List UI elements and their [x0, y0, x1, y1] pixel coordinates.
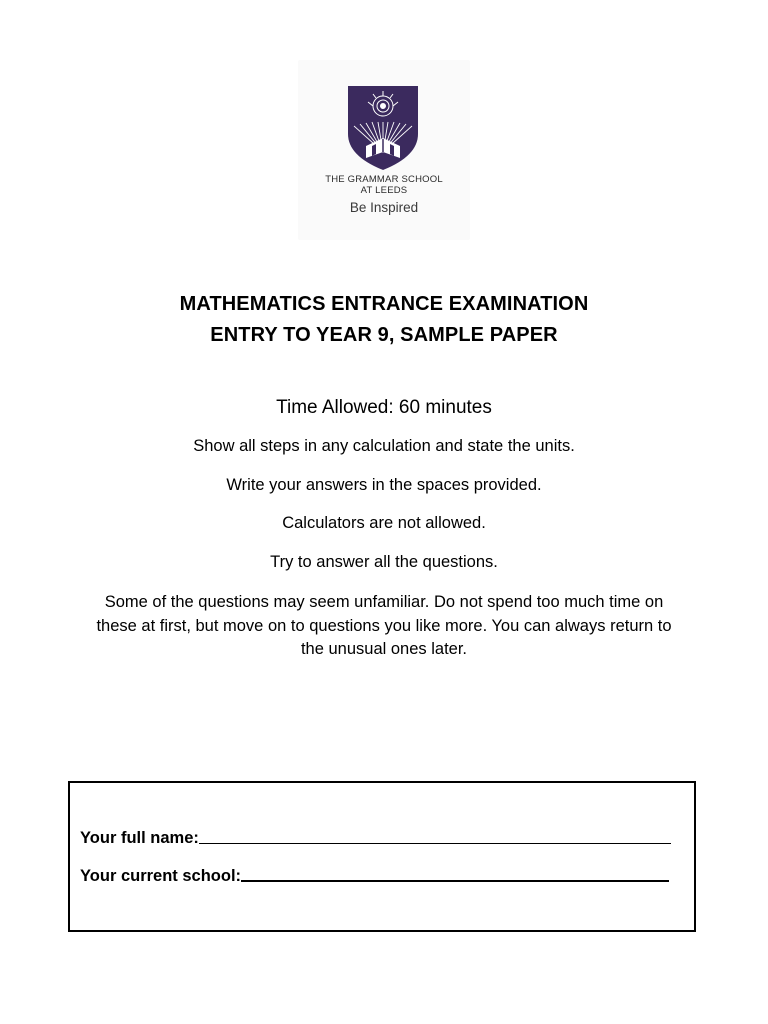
candidate-details-box [68, 781, 696, 932]
instruction-show-steps: Show all steps in any calculation and state the units. [193, 437, 575, 455]
school-motto: Be Inspired [349, 200, 419, 215]
full-name-line[interactable] [199, 843, 671, 844]
full-name-field [80, 829, 671, 848]
exam-subtitle: ENTRY TO YEAR 9, SAMPLE PAPER [210, 324, 558, 346]
current-school-label: Your current school: [80, 867, 242, 885]
school-name [298, 174, 470, 196]
instruction-answer-spaces: Write your answers in the spaces provided. [226, 476, 542, 494]
school-name-line-1: THE GRAMMAR SCHOOL [325, 174, 443, 185]
current-school-line[interactable] [241, 880, 669, 882]
unfamiliar-questions-note: Some of the questions may seem unfamiliar. Do not spend too much time on these at first, but move on to questions you like more. You can always return to the unusual ones later. [96, 593, 672, 658]
school-logo [298, 60, 470, 240]
school-name-line-2: AT LEEDS [360, 185, 408, 196]
time-allowed: Time Allowed: 60 minutes [276, 397, 492, 418]
full-name-label: Your full name: [80, 829, 199, 847]
exam-title: MATHEMATICS ENTRANCE EXAMINATION [179, 293, 589, 315]
current-school-field [80, 867, 669, 886]
instruction-no-calculators: Calculators are not allowed. [282, 514, 486, 532]
school-crest-icon [346, 84, 420, 172]
instruction-answer-all: Try to answer all the questions. [270, 553, 498, 571]
